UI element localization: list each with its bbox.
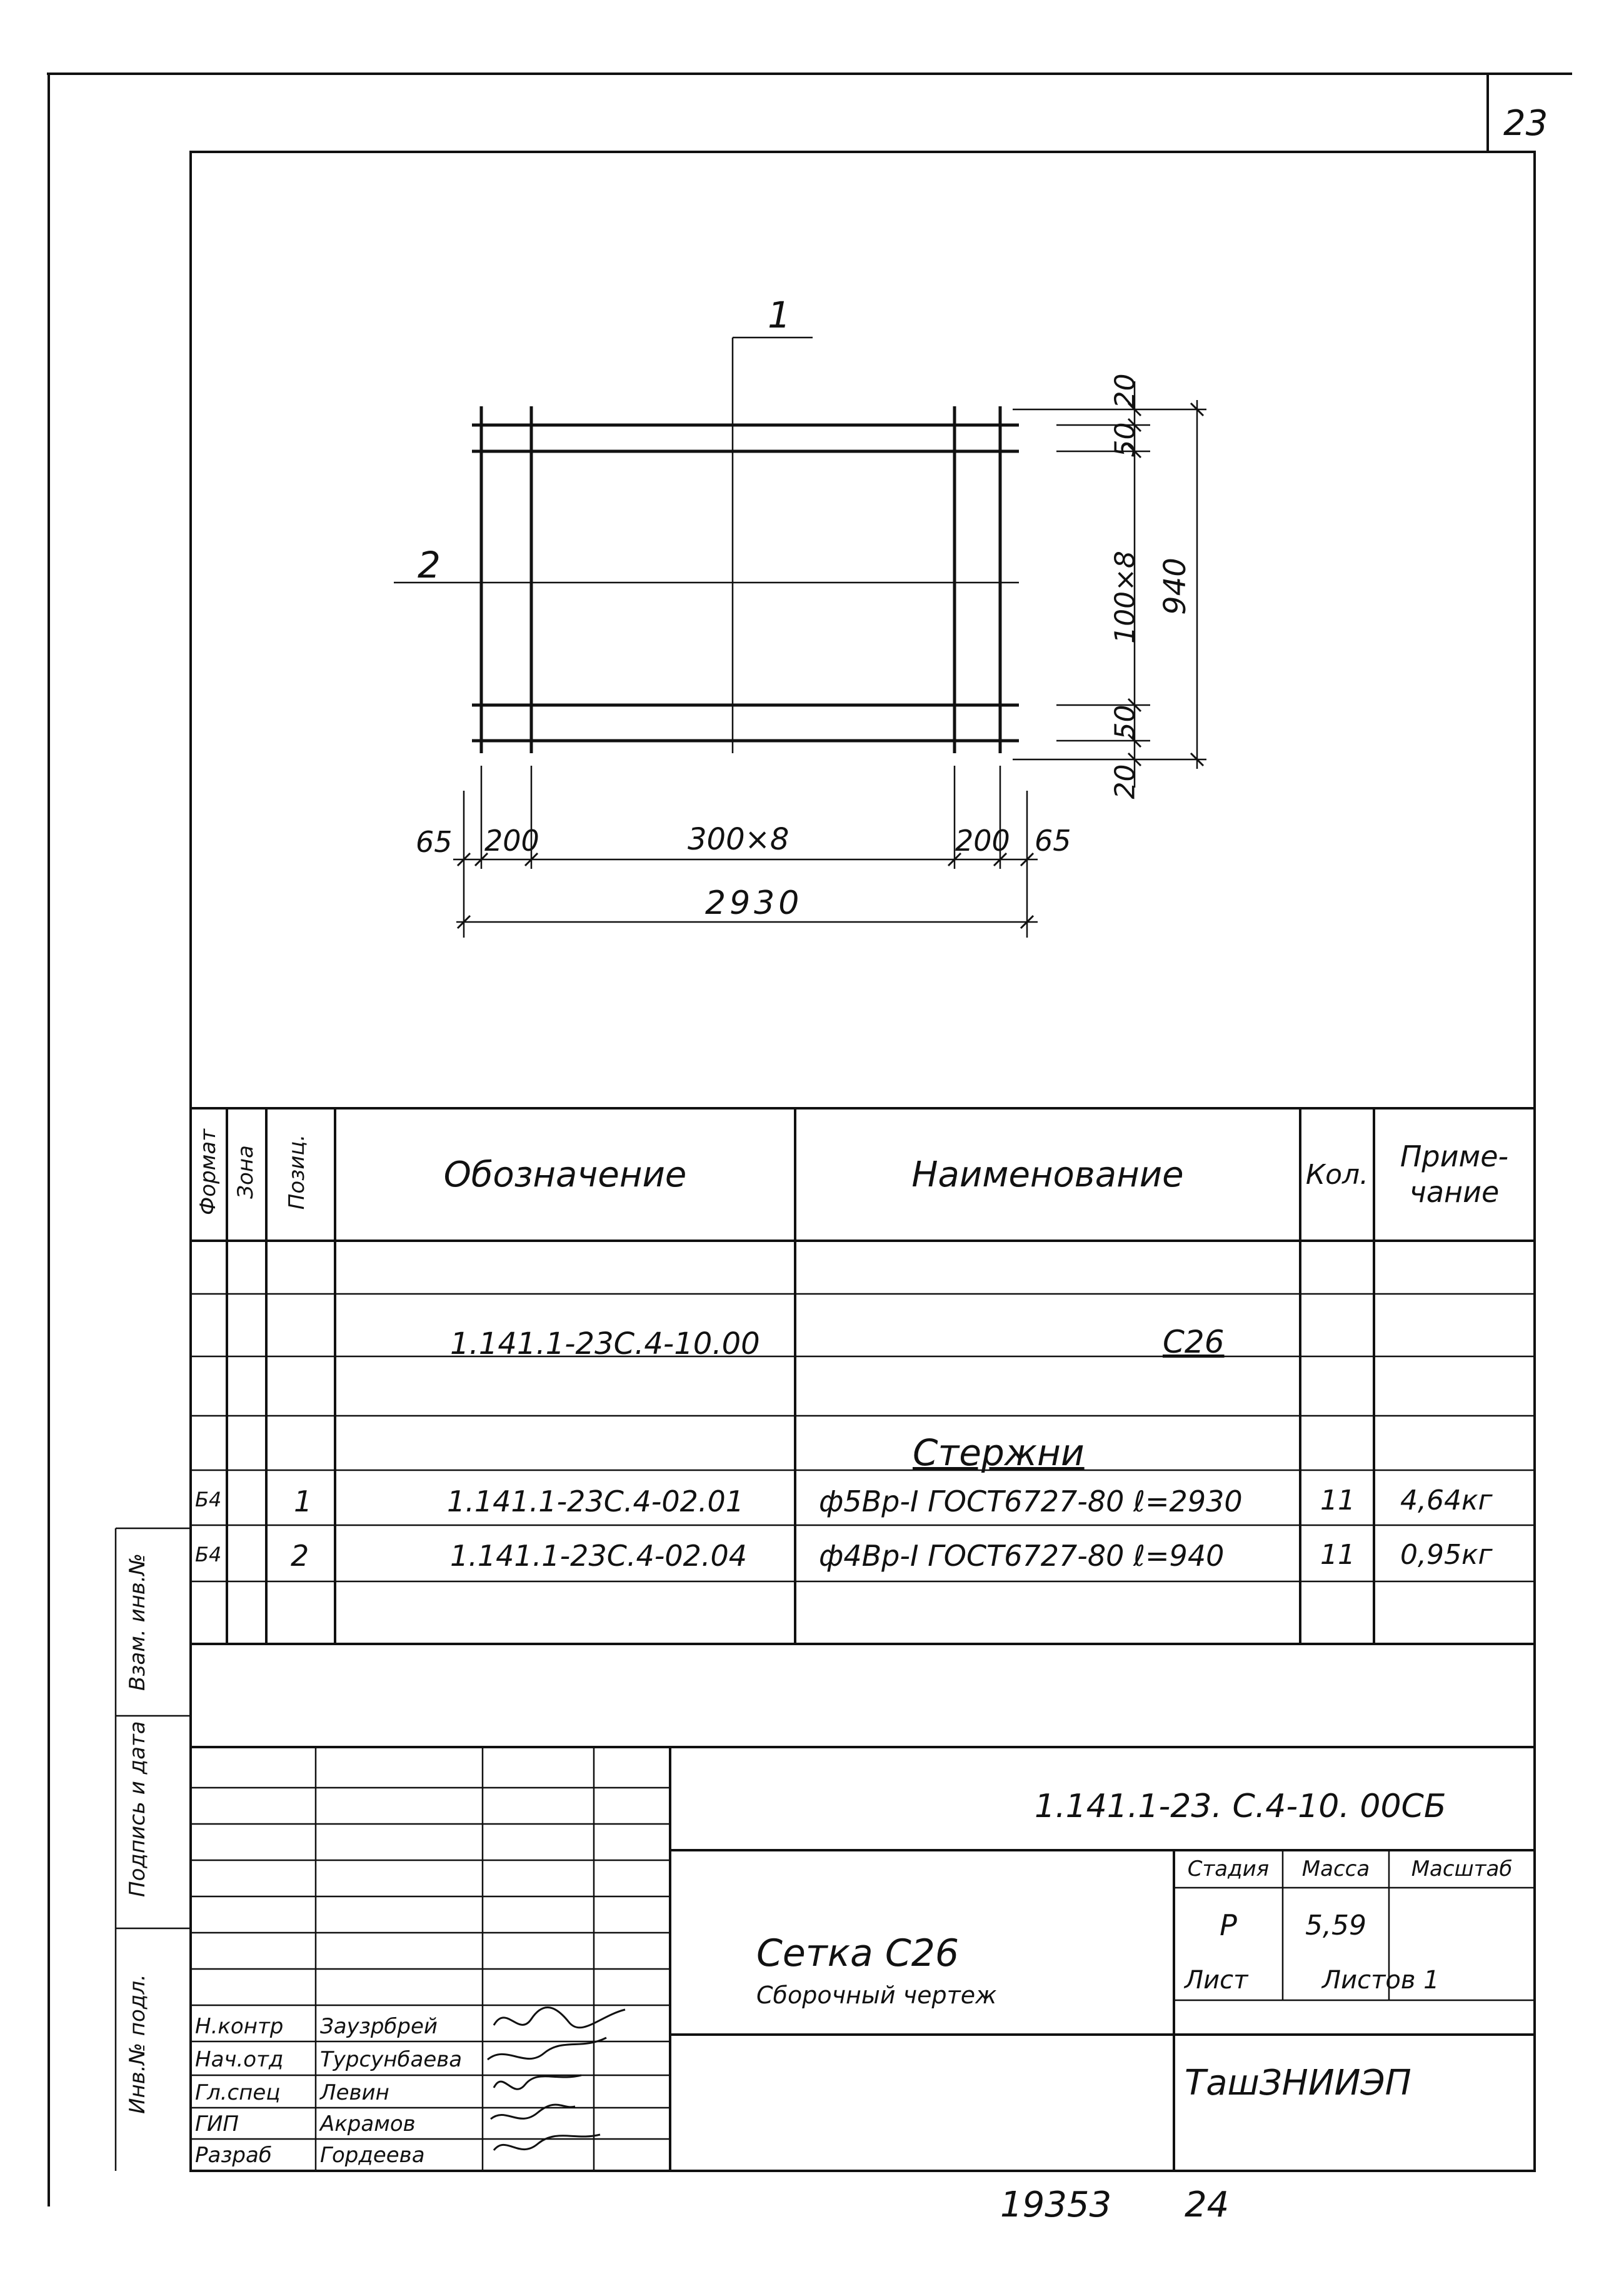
dim-bottom-total: 2930: [705, 884, 803, 922]
row2-name: ф4Вр-I ГОСТ6727-80 ℓ=940: [819, 1539, 1225, 1573]
dim-bottom-middle: 300×8: [688, 822, 789, 857]
staff-role: ГИП: [195, 2111, 239, 2136]
side-label-sign-date: Подпись и дата: [125, 1721, 150, 1897]
side-label-inv-original: Инв.№ подл.: [125, 1974, 150, 2114]
stage-label: Стадия: [1187, 1856, 1270, 1881]
header-name: Наименование: [911, 1154, 1184, 1195]
sheets-label: Листов 1: [1322, 1966, 1440, 1995]
dim-right-50a: 50: [1109, 422, 1141, 458]
section-title: Стержни: [913, 1431, 1085, 1474]
staff-role: Гл.спец: [195, 2080, 281, 2105]
mass-value: 5,59: [1305, 1909, 1366, 1941]
staff-name: Турсунбаева: [320, 2047, 463, 2072]
row1-note: 4,64кг: [1400, 1485, 1493, 1516]
header-format: Формат: [196, 1129, 221, 1215]
staff-role: Разраб: [195, 2143, 272, 2168]
staff-name: Акрамов: [320, 2111, 416, 2136]
dim-right-top: 20: [1109, 373, 1141, 409]
dim-bottom-200a: 200: [484, 824, 539, 858]
scale-label: Масштаб: [1411, 1856, 1513, 1881]
header-note: Приме- чание: [1400, 1139, 1509, 1209]
sheet-label: Лист: [1185, 1966, 1248, 1995]
page-number: 23: [1503, 103, 1548, 144]
staff-name: Заузрбрей: [320, 2014, 438, 2039]
header-designation: Обозначение: [443, 1154, 687, 1195]
signatures: [481, 2000, 669, 2175]
organization: ТашЗНИИЭП: [1185, 2063, 1411, 2103]
dim-bottom-65a: 65: [416, 825, 453, 859]
stage-value: Р: [1220, 1908, 1237, 1942]
header-pos: Позиц.: [284, 1134, 309, 1210]
bottom-number: 19353: [1000, 2185, 1112, 2225]
row1-name: ф5Вр-I ГОСТ6727-80 ℓ=2930: [819, 1485, 1243, 1518]
dim-right-middle: 100×8: [1109, 551, 1141, 644]
row1-pos: 1: [294, 1485, 313, 1518]
row2-designation: 1.141.1-23С.4-02.04: [450, 1539, 748, 1573]
document-code: 1.141.1-23. С.4-10. 00СБ: [1035, 1788, 1446, 1825]
dim-right-total: 940: [1158, 558, 1193, 615]
row2-note: 0,95кг: [1400, 1539, 1493, 1571]
row1-format: Б4: [195, 1488, 222, 1511]
section-mark-2: 2: [418, 544, 441, 586]
dim-bottom-200b: 200: [955, 824, 1010, 858]
dim-right-50b: 50: [1109, 704, 1141, 740]
staff-name: Гордеева: [320, 2143, 425, 2168]
row1-designation: 1.141.1-23С.4-02.01: [447, 1485, 744, 1518]
staff-role: Н.контр: [195, 2014, 284, 2039]
dim-right-bottom: 20: [1109, 764, 1141, 799]
header-zone: Зона: [233, 1145, 258, 1199]
staff-name: Левин: [320, 2080, 389, 2105]
header-qty: Кол.: [1305, 1158, 1369, 1191]
staff-role: Нач.отд: [195, 2047, 284, 2072]
row2-qty: 11: [1320, 1539, 1355, 1571]
mass-label: Масса: [1301, 1856, 1370, 1881]
item-subtitle: Сборочный чертеж: [756, 1981, 997, 2009]
side-label-inv-replace: Взам. инв.№: [125, 1553, 150, 1691]
bottom-format: 24: [1185, 2185, 1230, 2225]
dim-bottom-65b: 65: [1035, 824, 1071, 858]
row2-format: Б4: [195, 1543, 222, 1566]
section-mark-1: 1: [768, 294, 791, 336]
mesh-drawing: [0, 0, 1624, 1063]
assembly-designation: 1.141.1-23С.4-10.00: [450, 1326, 760, 1361]
item-name: Сетка С26: [756, 1931, 960, 1975]
row1-qty: 11: [1320, 1485, 1355, 1516]
assembly-name: С26: [1163, 1324, 1225, 1360]
row2-pos: 2: [291, 1539, 309, 1573]
